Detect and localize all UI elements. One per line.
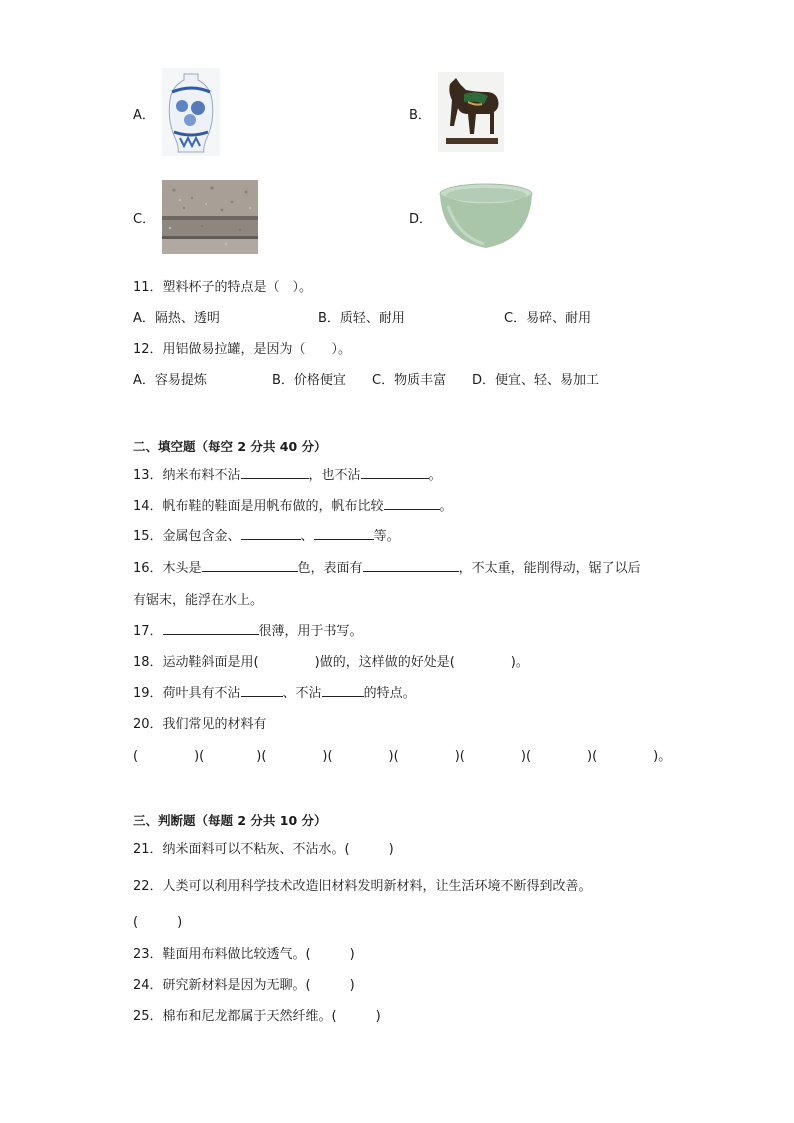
q22-answer[interactable]: ( )	[133, 915, 183, 930]
q14	[133, 495, 453, 514]
q24: 24．研究新材料是因为无聊。( )	[133, 978, 355, 993]
tang-sancai-horse-icon	[438, 72, 504, 152]
option-d-label: D．	[409, 212, 433, 227]
q20-open-7: (	[525, 749, 532, 764]
q17-text-a: 17．	[133, 624, 163, 639]
q19-blank-2[interactable]	[322, 682, 364, 697]
granite-stone-slab-icon	[162, 180, 258, 254]
q13-text-a: 13．纳米布料不沾	[133, 468, 241, 483]
q20-open-8: (	[592, 749, 598, 764]
q15-blank-1[interactable]	[241, 525, 301, 540]
option-a-label: A．	[133, 108, 155, 123]
q19-text-c: 的特点。	[363, 686, 416, 701]
q20-open-2: (	[199, 749, 205, 764]
q16-blank-2[interactable]	[363, 557, 459, 572]
q11-stem: 11．塑料杯子的特点是（ ）。	[133, 280, 313, 295]
q15-text-b: 、	[300, 529, 314, 544]
q20-answer-row	[133, 745, 671, 764]
q14-text-a: 14．帆布鞋的鞋面是用帆布做的，帆布比较	[133, 499, 384, 514]
q19-text-a: 19．荷叶具有不沾	[133, 686, 241, 701]
q20-end: 。	[658, 749, 672, 764]
q20-close-7: )	[587, 749, 593, 764]
q20-open-4: (	[327, 749, 333, 764]
q18-text-a: 18．运动鞋斜面是用(	[133, 655, 259, 670]
q20-close-8: )	[653, 749, 659, 764]
q20-close-4: )	[388, 749, 394, 764]
q20-open-5: (	[393, 749, 399, 764]
q13	[133, 464, 442, 483]
q16-text-a: 16．木头是	[133, 561, 202, 576]
q23: 23．鞋面用布料做比较透气。( )	[133, 947, 355, 962]
q20-close-5: )	[454, 749, 460, 764]
q17-blank[interactable]	[163, 620, 259, 635]
q18	[133, 651, 529, 670]
q16-blank-1[interactable]	[202, 557, 298, 572]
section-2-title: 二、填空题（每空 2 分共 40 分）	[133, 439, 327, 454]
q20-stem: 20．我们常见的材料有	[133, 717, 267, 732]
section-3-title: 三、判断题（每题 2 分共 10 分）	[133, 813, 327, 828]
q15-blank-2[interactable]	[314, 525, 374, 540]
q22: 22．人类可以利用科学技术改造旧材料发明新材料，让生活环境不断得到改善。	[133, 879, 592, 894]
q16-text-b: 色，表面有	[297, 561, 363, 576]
q20-close-6: )	[520, 749, 526, 764]
q11-option-b: B．质轻、耐用	[318, 311, 405, 326]
q16-line-1	[133, 557, 641, 576]
q16-line-2: 有锯末，能浮在水上。	[133, 593, 264, 608]
q12-stem: 12．用铝做易拉罐，是因为（ ）。	[133, 342, 352, 357]
q12-option-a: A．容易提炼	[133, 373, 207, 388]
q16-text-c: ，不太重，能削得动，锯了以后	[458, 561, 641, 576]
q25: 25．棉布和尼龙都属于天然纤维。( )	[133, 1009, 381, 1024]
q17	[133, 620, 363, 639]
blue-white-vase-icon	[162, 68, 220, 156]
q20-open-3: (	[261, 749, 267, 764]
q13-text-c: 。	[428, 468, 442, 483]
q12-option-c: C．物质丰富	[372, 373, 447, 388]
q13-blank-2[interactable]	[361, 464, 429, 479]
q11-option-a: A．隔热、透明	[133, 311, 220, 326]
q19	[133, 682, 416, 701]
q12-option-d: D．便宜、轻、易加工	[472, 373, 600, 388]
q20-open-6: (	[459, 749, 465, 764]
q13-text-b: ，也不沾	[308, 468, 361, 483]
q13-blank-1[interactable]	[241, 464, 309, 479]
q18-text-c: )。	[510, 655, 529, 670]
q19-text-b: 、不沾	[282, 686, 322, 701]
q14-blank[interactable]	[384, 495, 440, 510]
q20-close-3: )	[322, 749, 328, 764]
q18-text-b: )做的，这样做的好处是(	[314, 655, 455, 670]
celadon-bowl-icon	[438, 182, 534, 252]
q20-close-2: )	[256, 749, 262, 764]
q11-option-c: C．易碎、耐用	[504, 311, 592, 326]
q20-close-1: )	[194, 749, 200, 764]
q21: 21．纳米面料可以不粘灰、不沾水。( )	[133, 842, 394, 857]
option-c-label: C．	[133, 212, 156, 227]
q14-text-b: 。	[439, 499, 453, 514]
q15	[133, 525, 400, 544]
q12-option-b: B．价格便宜	[272, 373, 346, 388]
q17-text-b: 很薄，用于书写。	[258, 624, 363, 639]
option-b-label: B．	[409, 108, 431, 123]
q15-text-c: 等。	[373, 529, 400, 544]
q20-open-1: (	[133, 749, 139, 764]
q15-text-a: 15．金属包含金、	[133, 529, 241, 544]
q19-blank-1[interactable]	[241, 682, 283, 697]
